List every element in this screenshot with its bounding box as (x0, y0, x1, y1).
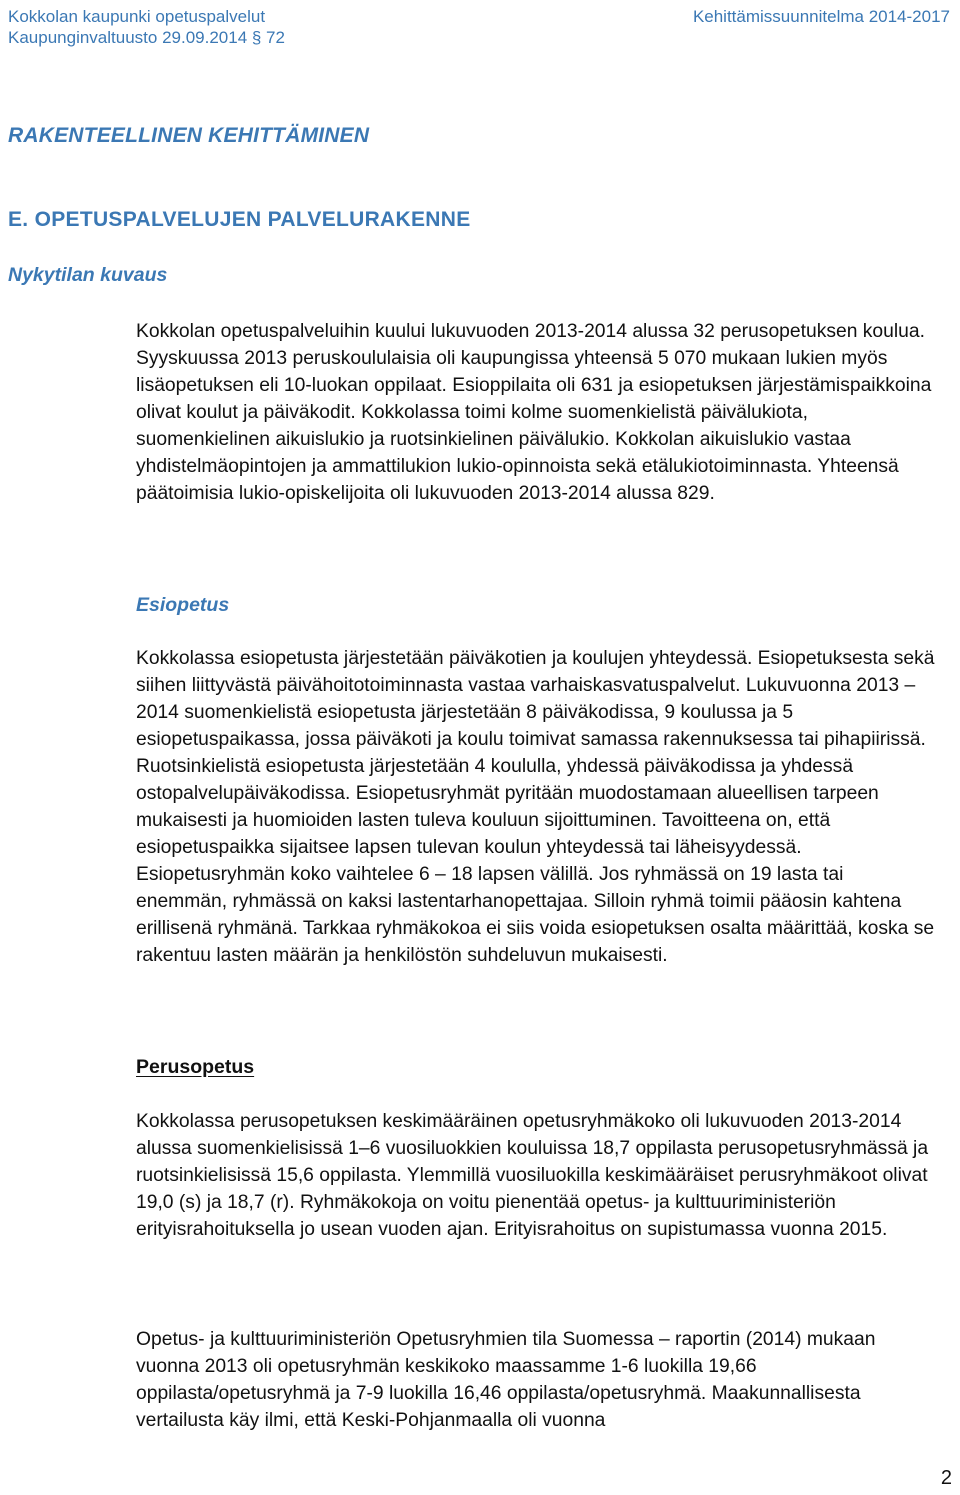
esiopetus-heading: Esiopetus (136, 594, 230, 616)
page-header-left (8, 6, 285, 48)
intro-paragraph: Kokkolan opetuspalveluihin kuului lukuvuoden 2013-2014 alussa 32 perusopetuksen koulua. Syyskuussa 2013 peruskoululaisia oli kaupungissa yhteensä 5 070 mukaan lukien myös lisäopetuksen eli 10-luokan oppilaat. Esioppilaita oli 631 ja esiopetuksen järjestämispaikkoina olivat koulut ja päiväkodit. Kokkolassa toimi kolme suomenkielistä päivälukiota, suomenkielinen aikuislukio ja ruotsinkielinen päivälukio. Kokkolan aikuislukio vastaa yhdistelmäopintojen ja ammattilukion lukio-opinnoista sekä etälukiotoiminnasta. Yhteensä päätoimisia lukio-opiskelijoita oli lukuvuoden 2013-2014 alussa 829. (136, 321, 932, 504)
header-document-title: Kehittämissuunnitelma 2014-2017 (692, 7, 950, 26)
perusopetus-paragraph-2: Opetus- ja kulttuuriministeriön Opetusryhmien tila Suomessa – raportin (2014) mukaan vuonna 2013 oli opetusryhmän keskikoko maassamme 1-6 luokilla 19,66 oppilasta/opetusryhmä ja 7-9 luokilla 16,46 oppilasta/opetusryhmä. Maakunnallisesta vertailusta käy ilmi, että Keski-Pohjanmaalla oli vuonna (136, 1329, 876, 1431)
page-number: 2 (940, 1467, 952, 1489)
header-organization: Kokkolan kaupunki opetuspalvelut (8, 7, 266, 26)
header-meeting: Kaupunginvaltuusto 29.09.2014 § 72 (8, 28, 285, 47)
chapter-title: E. OPETUSPALVELUJEN PALVELURAKENNE (8, 208, 471, 231)
perusopetus-heading: Perusopetus (136, 1056, 255, 1078)
esiopetus-paragraph: Kokkolassa esiopetusta järjestetään päiväkotien ja koulujen yhteydessä. Esiopetuksesta sekä siihen liittyvästä päivähoitotoiminnasta vastaa varhaiskasvatuspalvelut. Lukuvuonna 2013 – 2014 suomenkielistä esiopetusta järjestetään 8 päiväkodissa, 9 koulussa ja 5 esiopetuspaikassa, jossa päiväkoti ja koulu toimivat samassa rakennuksessa tai pihapiirissä. Ruotsinkielistä esiopetusta järjestetään 4 koululla, yhdessä päiväkodissa ja yhdessä ostopalvelupäiväkodissa. Esiopetusryhmät pyritään muodostamaan alueellisen tarpeen mukaisesti ja huomioiden lasten tuleva kouluun sijoittuminen. Tavoitteena on, että esiopetuspaikka sijaitsee lapsen tulevan koulun yhteydessä tai läheisyydessä. Esiopetusryhmän koko vaihtelee 6 – 18 lapsen välillä. Jos ryhmässä on 19 lasta tai enemmän, ryhmässä on kaksi lastentarhanopettajaa. Silloin ryhmä toimii pääosin kahtena erillisenä ryhmänä. Tarkkaa ryhmäkokoa ei siis voida esiopetuksen osalta määrittää, koska se rakentuu lasten määrän ja henkilöstön suhdeluvun mukaisesti. (136, 648, 935, 966)
section-title: RAKENTEELLINEN KEHITTÄMINEN (8, 124, 370, 147)
perusopetus-paragraph-1: Kokkolassa perusopetuksen keskimääräinen opetusryhmäkoko oli lukuvuoden 2013-2014 alussa suomenkielisissä 1–6 vuosiluokkien kouluissa 18,7 oppilasta perusopetusryhmässä ja ruotsinkielisissä 15,6 oppilasta. Ylemmillä vuosiluokilla keskimääräiset perusryhmäkoot olivat 19,0 (s) ja 18,7 (r). Ryhmäkokoja on voitu pienentää opetus- ja kulttuuriministeriön erityisrahoituksella jo usean vuoden ajan. Erityisrahoitus on supistumassa vuonna 2015. (136, 1111, 929, 1240)
subtitle: Nykytilan kuvaus (8, 264, 168, 286)
